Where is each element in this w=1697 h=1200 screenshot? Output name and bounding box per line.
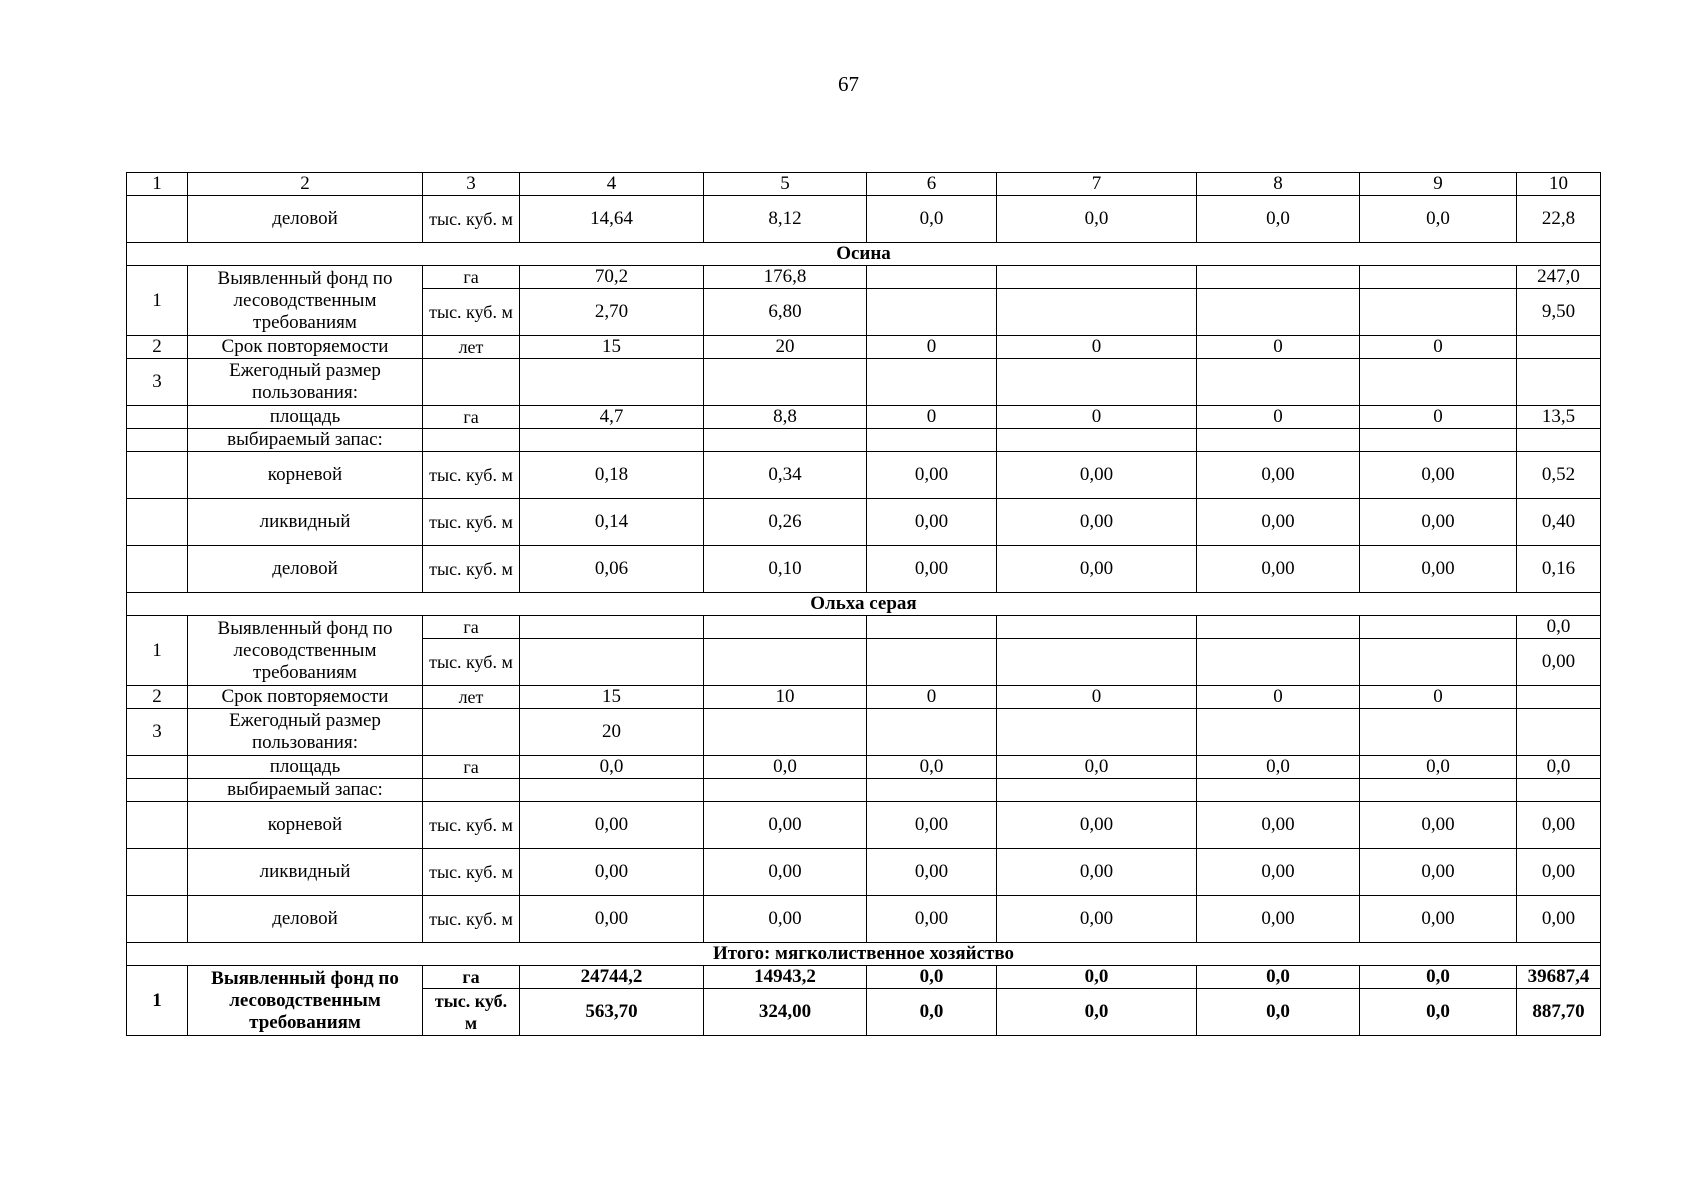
- value-cell: 0,0: [1197, 966, 1360, 989]
- value-cell: [997, 779, 1197, 802]
- value-cell: [1517, 686, 1601, 709]
- value-cell: 0,0: [997, 989, 1197, 1036]
- row-number: [127, 546, 188, 593]
- row-label: Срок повторяемости: [188, 336, 423, 359]
- value-cell: 2,70: [520, 289, 704, 336]
- value-cell: [1360, 429, 1517, 452]
- value-cell: 20: [704, 336, 867, 359]
- unit-cell: га: [423, 266, 520, 289]
- value-cell: 20: [520, 709, 704, 756]
- row-number: [127, 756, 188, 779]
- value-cell: [1360, 639, 1517, 686]
- value-cell: [997, 429, 1197, 452]
- value-cell: [1517, 359, 1601, 406]
- value-cell: 0,18: [520, 452, 704, 499]
- value-cell: 15: [520, 336, 704, 359]
- value-cell: 0,52: [1517, 452, 1601, 499]
- row-label: деловой: [188, 546, 423, 593]
- row-label: площадь: [188, 756, 423, 779]
- table-row: [127, 802, 1601, 849]
- row-label: Ежегодный размер пользования:: [188, 359, 423, 406]
- table-row: [127, 756, 1601, 779]
- row-number: 3: [127, 359, 188, 406]
- row-number: [127, 406, 188, 429]
- value-cell: 887,70: [1517, 989, 1601, 1036]
- value-cell: 0,00: [1517, 639, 1601, 686]
- value-cell: 24744,2: [520, 966, 704, 989]
- row-number: [127, 429, 188, 452]
- value-cell: 0,26: [704, 499, 867, 546]
- value-cell: 0,00: [867, 896, 997, 943]
- column-number: 8: [1197, 173, 1360, 196]
- row-label: Выявленный фонд по лесоводственным требованиям: [188, 966, 423, 1036]
- value-cell: 0,00: [704, 802, 867, 849]
- column-number: 9: [1360, 173, 1517, 196]
- value-cell: 0: [1197, 686, 1360, 709]
- value-cell: 0,14: [520, 499, 704, 546]
- value-cell: [867, 709, 997, 756]
- value-cell: 70,2: [520, 266, 704, 289]
- value-cell: [997, 639, 1197, 686]
- value-cell: [867, 266, 997, 289]
- column-number: 10: [1517, 173, 1601, 196]
- value-cell: [704, 359, 867, 406]
- value-cell: 0: [1360, 686, 1517, 709]
- table-row: [127, 849, 1601, 896]
- value-cell: [867, 779, 997, 802]
- value-cell: 0,00: [520, 802, 704, 849]
- table-row: [127, 359, 1601, 406]
- row-number: [127, 896, 188, 943]
- value-cell: 13,5: [1517, 406, 1601, 429]
- table-row: [127, 452, 1601, 499]
- unit-cell: тыс. куб. м: [423, 196, 520, 243]
- value-cell: [867, 616, 997, 639]
- value-cell: 0,00: [997, 499, 1197, 546]
- value-cell: 0: [1360, 406, 1517, 429]
- value-cell: [867, 359, 997, 406]
- column-number: 5: [704, 173, 867, 196]
- value-cell: [867, 289, 997, 336]
- value-cell: [867, 429, 997, 452]
- value-cell: [997, 359, 1197, 406]
- value-cell: [997, 289, 1197, 336]
- value-cell: 0,0: [867, 756, 997, 779]
- value-cell: [1360, 616, 1517, 639]
- value-cell: 0,0: [1360, 989, 1517, 1036]
- section-title-row: [127, 943, 1601, 966]
- value-cell: 0,00: [1197, 802, 1360, 849]
- table-row: [127, 616, 1601, 639]
- unit-cell: га: [423, 756, 520, 779]
- row-number: [127, 849, 188, 896]
- value-cell: 0: [1197, 406, 1360, 429]
- row-number: [127, 499, 188, 546]
- value-cell: [1360, 266, 1517, 289]
- value-cell: 0,00: [1360, 802, 1517, 849]
- value-cell: 0,10: [704, 546, 867, 593]
- value-cell: 0,06: [520, 546, 704, 593]
- value-cell: [1197, 359, 1360, 406]
- value-cell: 0,00: [867, 546, 997, 593]
- value-cell: 0,00: [867, 499, 997, 546]
- column-number: 6: [867, 173, 997, 196]
- value-cell: 0,00: [997, 849, 1197, 896]
- value-cell: 0,00: [1360, 896, 1517, 943]
- value-cell: 0,00: [1517, 802, 1601, 849]
- value-cell: 0,00: [520, 849, 704, 896]
- row-label: площадь: [188, 406, 423, 429]
- value-cell: 0,34: [704, 452, 867, 499]
- value-cell: [704, 779, 867, 802]
- value-cell: 0: [997, 406, 1197, 429]
- value-cell: [1360, 779, 1517, 802]
- unit-cell: [423, 779, 520, 802]
- row-number: [127, 802, 188, 849]
- value-cell: 324,00: [704, 989, 867, 1036]
- row-label: корневой: [188, 802, 423, 849]
- value-cell: 0,00: [997, 452, 1197, 499]
- value-cell: 0: [867, 336, 997, 359]
- row-label: выбираемый запас:: [188, 429, 423, 452]
- row-label: Выявленный фонд по лесоводственным требованиям: [188, 266, 423, 336]
- row-label: деловой: [188, 896, 423, 943]
- value-cell: 0,00: [1197, 896, 1360, 943]
- unit-cell: тыс. куб. м: [423, 289, 520, 336]
- column-number: 3: [423, 173, 520, 196]
- value-cell: 0,0: [867, 966, 997, 989]
- value-cell: 14943,2: [704, 966, 867, 989]
- table-row: [127, 896, 1601, 943]
- column-number: 4: [520, 173, 704, 196]
- value-cell: 176,8: [704, 266, 867, 289]
- value-cell: 0,00: [1360, 452, 1517, 499]
- row-number: 1: [127, 966, 188, 1036]
- column-number-row: [127, 173, 1601, 196]
- row-number: [127, 452, 188, 499]
- value-cell: [1360, 709, 1517, 756]
- row-number: [127, 196, 188, 243]
- table-row: [127, 406, 1601, 429]
- value-cell: 0,00: [867, 849, 997, 896]
- value-cell: 0,0: [704, 756, 867, 779]
- unit-cell: га: [423, 966, 520, 989]
- unit-cell: тыс. куб. м: [423, 452, 520, 499]
- value-cell: 0,0: [1517, 616, 1601, 639]
- value-cell: [520, 779, 704, 802]
- section-title: Итого: мягколиственное хозяйство: [127, 943, 1601, 966]
- value-cell: 0,00: [1197, 499, 1360, 546]
- value-cell: [1197, 429, 1360, 452]
- value-cell: 0,0: [1197, 756, 1360, 779]
- unit-cell: тыс. куб. м: [423, 499, 520, 546]
- forest-use-table: [126, 172, 1601, 1036]
- row-label: выбираемый запас:: [188, 779, 423, 802]
- value-cell: [1197, 639, 1360, 686]
- value-cell: 6,80: [704, 289, 867, 336]
- value-cell: 0: [997, 336, 1197, 359]
- value-cell: 0,40: [1517, 499, 1601, 546]
- row-label: ликвидный: [188, 849, 423, 896]
- value-cell: [1517, 709, 1601, 756]
- value-cell: [1197, 779, 1360, 802]
- value-cell: 0,0: [1360, 756, 1517, 779]
- section-title-row: [127, 243, 1601, 266]
- unit-cell: тыс. куб. м: [423, 639, 520, 686]
- value-cell: 0,0: [997, 196, 1197, 243]
- section-title: Ольха серая: [127, 593, 1601, 616]
- value-cell: [704, 709, 867, 756]
- table-row: [127, 429, 1601, 452]
- value-cell: 0,00: [1360, 849, 1517, 896]
- table-row: [127, 709, 1601, 756]
- value-cell: 8,12: [704, 196, 867, 243]
- value-cell: [997, 616, 1197, 639]
- unit-cell: тыс. куб. м: [423, 849, 520, 896]
- row-label: Ежегодный размер пользования:: [188, 709, 423, 756]
- column-number: 2: [188, 173, 423, 196]
- value-cell: [520, 616, 704, 639]
- row-number: 1: [127, 266, 188, 336]
- value-cell: 0,0: [520, 756, 704, 779]
- column-number: 7: [997, 173, 1197, 196]
- value-cell: [1197, 709, 1360, 756]
- value-cell: 0,0: [1360, 966, 1517, 989]
- value-cell: 247,0: [1517, 266, 1601, 289]
- value-cell: 0,0: [997, 756, 1197, 779]
- value-cell: 0: [1197, 336, 1360, 359]
- value-cell: 0,00: [997, 546, 1197, 593]
- value-cell: 0,00: [1197, 546, 1360, 593]
- value-cell: 0,0: [867, 196, 997, 243]
- value-cell: [1360, 359, 1517, 406]
- value-cell: 0: [997, 686, 1197, 709]
- row-label: деловой: [188, 196, 423, 243]
- row-label: ликвидный: [188, 499, 423, 546]
- value-cell: 14,64: [520, 196, 704, 243]
- value-cell: 22,8: [1517, 196, 1601, 243]
- unit-cell: тыс. куб. м: [423, 802, 520, 849]
- value-cell: 0,00: [1197, 452, 1360, 499]
- unit-cell: [423, 359, 520, 406]
- row-number: 1: [127, 616, 188, 686]
- value-cell: [997, 266, 1197, 289]
- value-cell: 0,00: [997, 802, 1197, 849]
- row-label: корневой: [188, 452, 423, 499]
- value-cell: [1360, 289, 1517, 336]
- value-cell: 0: [867, 406, 997, 429]
- unit-cell: тыс. куб. м: [423, 989, 520, 1036]
- value-cell: 0,00: [867, 802, 997, 849]
- table-row: [127, 336, 1601, 359]
- row-label: Выявленный фонд по лесоводственным требованиям: [188, 616, 423, 686]
- value-cell: 0,00: [520, 896, 704, 943]
- table-row: [127, 196, 1601, 243]
- value-cell: 0,00: [1197, 849, 1360, 896]
- value-cell: 0,16: [1517, 546, 1601, 593]
- unit-cell: тыс. куб. м: [423, 546, 520, 593]
- table-row: [127, 266, 1601, 289]
- value-cell: [867, 639, 997, 686]
- table-row: [127, 546, 1601, 593]
- value-cell: [704, 616, 867, 639]
- value-cell: [1517, 336, 1601, 359]
- value-cell: 9,50: [1517, 289, 1601, 336]
- value-cell: 0,0: [1517, 756, 1601, 779]
- value-cell: [1517, 429, 1601, 452]
- section-title-row: [127, 593, 1601, 616]
- row-number: 3: [127, 709, 188, 756]
- unit-cell: лет: [423, 686, 520, 709]
- page-number: 67: [838, 72, 859, 96]
- value-cell: 0,00: [704, 849, 867, 896]
- unit-cell: [423, 709, 520, 756]
- unit-cell: [423, 429, 520, 452]
- value-cell: 0,00: [1517, 896, 1601, 943]
- value-cell: 0,0: [997, 966, 1197, 989]
- unit-cell: тыс. куб. м: [423, 896, 520, 943]
- value-cell: [1197, 616, 1360, 639]
- value-cell: [520, 429, 704, 452]
- row-number: 2: [127, 336, 188, 359]
- value-cell: 0,0: [1360, 196, 1517, 243]
- unit-cell: лет: [423, 336, 520, 359]
- value-cell: 0,00: [1517, 849, 1601, 896]
- value-cell: 0,00: [1360, 546, 1517, 593]
- value-cell: 0: [1360, 336, 1517, 359]
- value-cell: [1517, 779, 1601, 802]
- value-cell: [997, 709, 1197, 756]
- column-number: 1: [127, 173, 188, 196]
- value-cell: [520, 639, 704, 686]
- value-cell: 563,70: [520, 989, 704, 1036]
- value-cell: 0,00: [997, 896, 1197, 943]
- section-title: Осина: [127, 243, 1601, 266]
- table-row: [127, 499, 1601, 546]
- value-cell: 0,00: [1360, 499, 1517, 546]
- value-cell: [1197, 266, 1360, 289]
- unit-cell: га: [423, 406, 520, 429]
- value-cell: [520, 359, 704, 406]
- value-cell: 0,0: [867, 989, 997, 1036]
- value-cell: [704, 429, 867, 452]
- row-number: [127, 779, 188, 802]
- value-cell: 0,0: [1197, 989, 1360, 1036]
- row-number: 2: [127, 686, 188, 709]
- table-row: [127, 966, 1601, 989]
- table-row: [127, 779, 1601, 802]
- value-cell: 8,8: [704, 406, 867, 429]
- value-cell: [1197, 289, 1360, 336]
- row-label: Срок повторяемости: [188, 686, 423, 709]
- unit-cell: га: [423, 616, 520, 639]
- value-cell: 0,00: [867, 452, 997, 499]
- value-cell: 10: [704, 686, 867, 709]
- value-cell: [704, 639, 867, 686]
- table-row: [127, 686, 1601, 709]
- value-cell: 4,7: [520, 406, 704, 429]
- value-cell: 39687,4: [1517, 966, 1601, 989]
- value-cell: 0,0: [1197, 196, 1360, 243]
- value-cell: 15: [520, 686, 704, 709]
- value-cell: 0: [867, 686, 997, 709]
- value-cell: 0,00: [704, 896, 867, 943]
